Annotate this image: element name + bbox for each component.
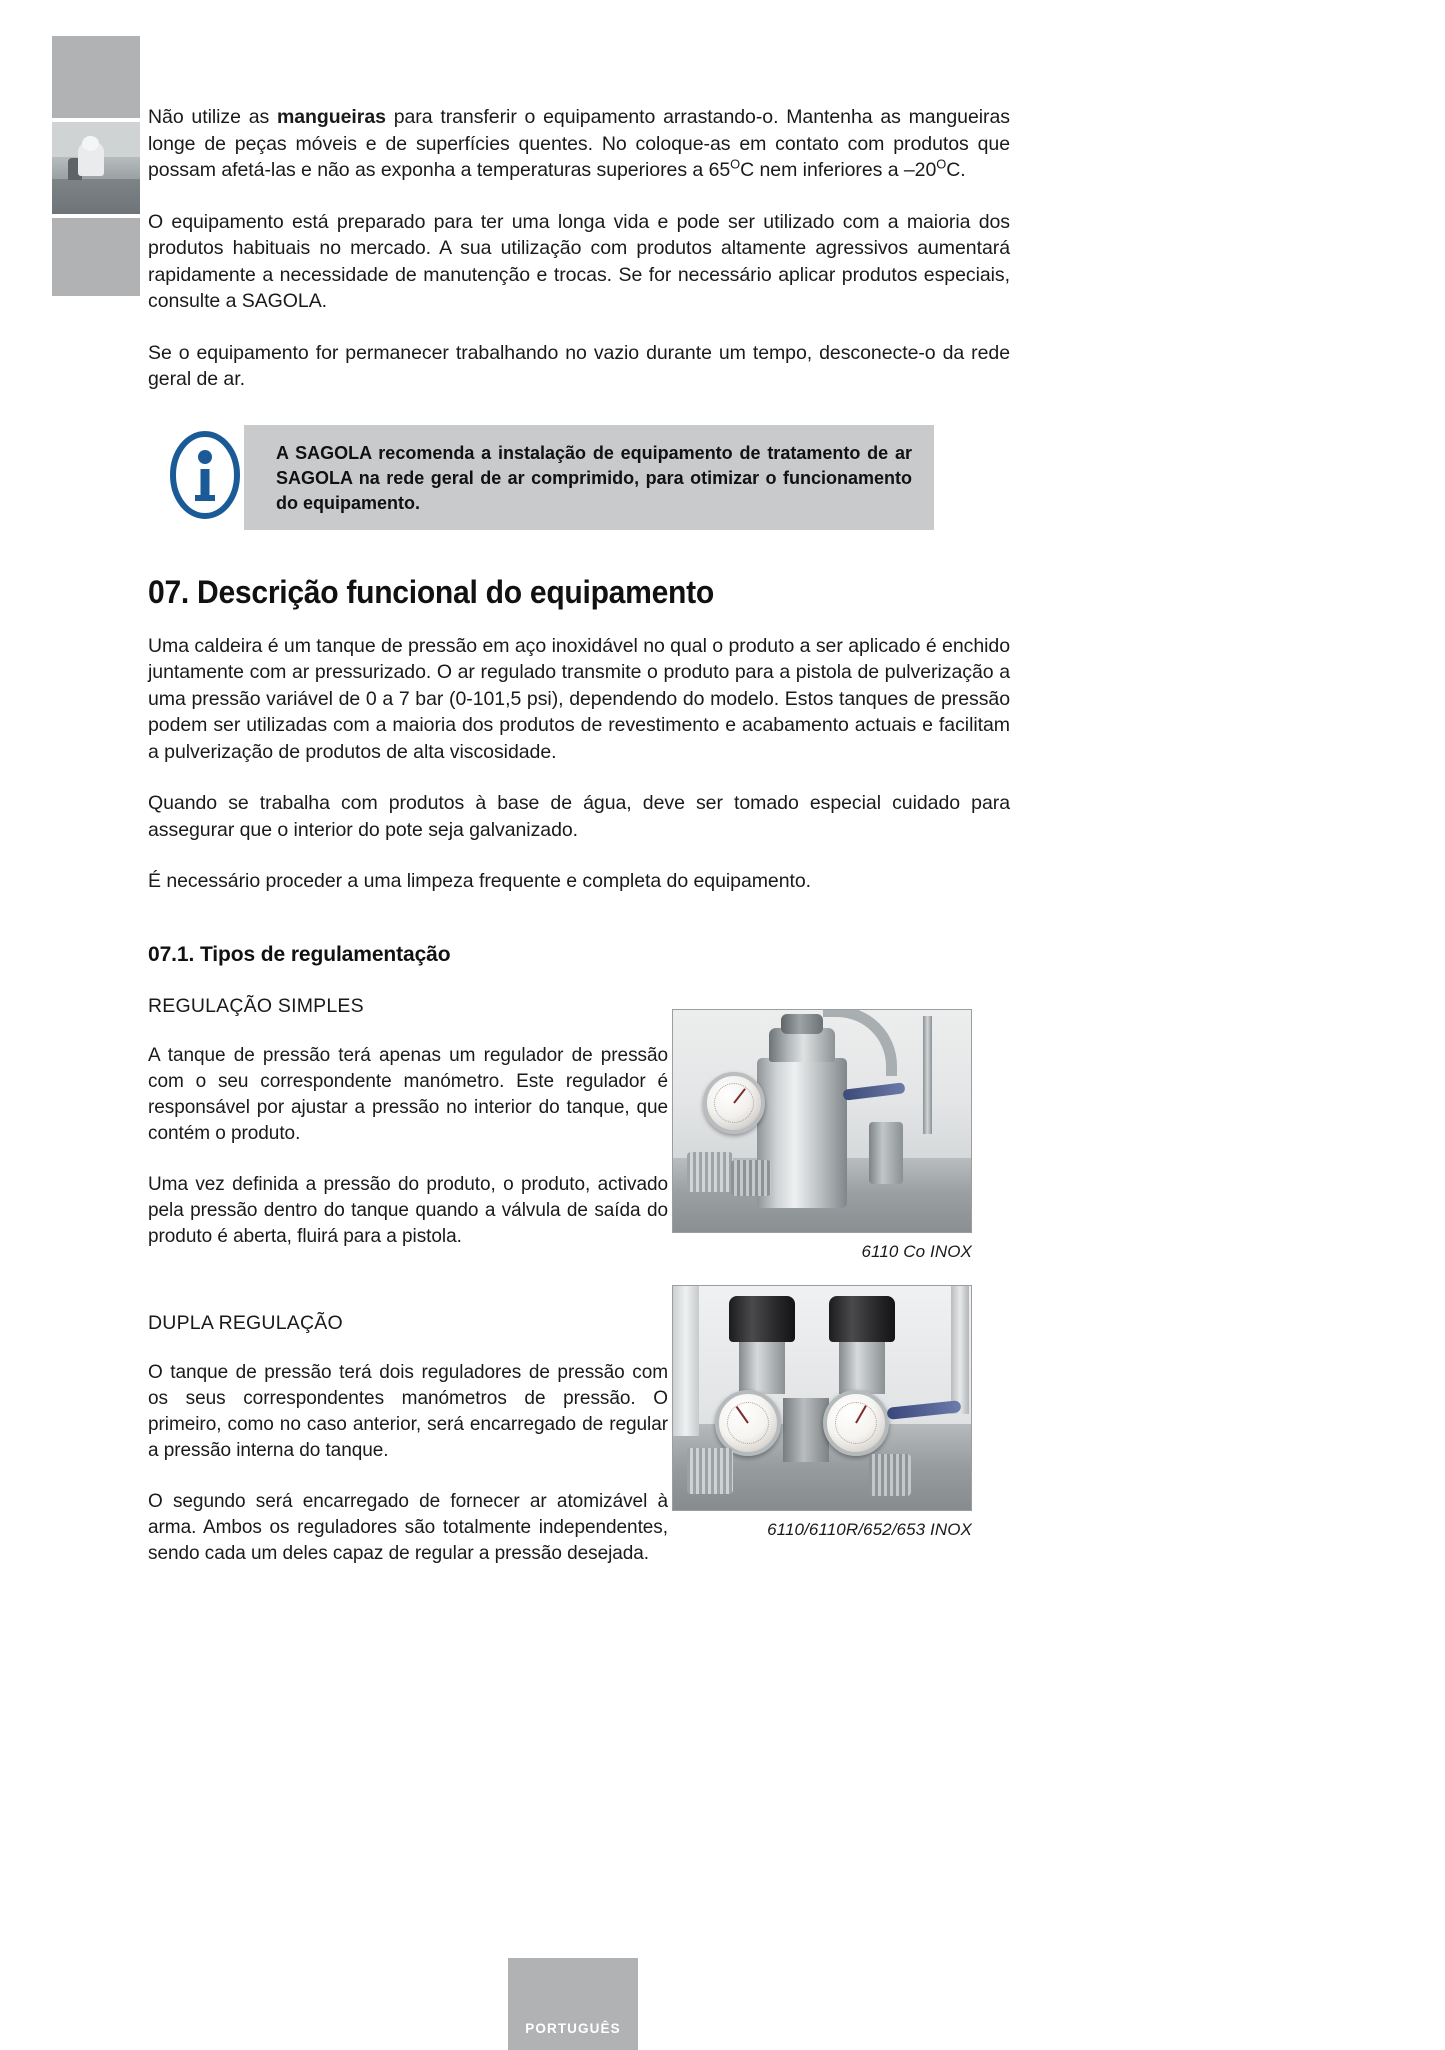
text-run: C nem inferiores a –20 bbox=[740, 159, 937, 181]
paragraph-water-based: Quando se trabalha com produtos à base de água, deve ser tomado especial cuidado para assegurar que o interior do pote seja galvanizado. bbox=[148, 792, 1010, 841]
rod-right bbox=[951, 1286, 969, 1414]
paragraph-dual-1: O tanque de pressão terá dois reguladores de pressão com os seus correspondentes manómetros de pressão. O primeiro, como no caso anterior, será encarregado de regular a pressão interna do tanque. bbox=[148, 1361, 668, 1461]
left-text-column bbox=[148, 993, 668, 1567]
pressure-gauge-2 bbox=[823, 1390, 889, 1456]
paragraph-simple-2: Uma vez definida a pressão do produto, o produto, activado pela pressão dentro do tanque quando a válvula de saída do produto é aberta, fluirá para a pistola. bbox=[148, 1173, 668, 1247]
degree-symbol: O bbox=[730, 156, 741, 172]
paragraph-boiler-description: Uma caldeira é um tanque de pressão em aço inoxidável no qual o produto a ser aplicado é enchido juntamente com ar pressurizado. O ar regulado transmite o produto para a pistola de pulverização a uma pressão variável de 0 a 7 bar (0-101,5 psi), dependendo do modelo. Estos tanques de pressão podem ser utilizadas com a maioria dos produtos de revestimento e acabamento actuais e facilitam a pulverização de produtos de alta viscosidade. bbox=[148, 634, 1010, 763]
footer-language-label: PORTUGUÊS bbox=[525, 2021, 621, 2036]
page-content bbox=[148, 104, 1010, 1567]
paragraph-dual-2: O segundo será encarregado de fornecer ar atomizável à arma. Ambos os reguladores são totalmente independentes, sendo cada um deles capaz de regular a pressão desejada. bbox=[148, 1490, 668, 1564]
figure-single-regulator bbox=[672, 1009, 972, 1262]
section-heading-07: 07. Descrição funcional do equipamento bbox=[148, 573, 714, 610]
two-column-region bbox=[148, 993, 1010, 1567]
rod-left bbox=[673, 1286, 699, 1436]
regulator-stem-1 bbox=[739, 1340, 785, 1394]
blue-lever bbox=[887, 1400, 962, 1420]
paragraph-disconnect: Se o equipamento for permanecer trabalhando no vazio durante um tempo, desconecte-o da rede geral de ar. bbox=[148, 341, 1010, 390]
figure-caption-1: 6110 Co INOX bbox=[861, 1241, 972, 1261]
subsection-heading-071: 07.1. Tipos de regulamentação bbox=[148, 942, 451, 966]
info-callout bbox=[148, 429, 1010, 521]
knurled-fitting-2 bbox=[731, 1160, 771, 1196]
figure-frame bbox=[672, 1285, 972, 1511]
black-knob-2 bbox=[829, 1296, 895, 1342]
text-run: Não utilize as bbox=[148, 106, 277, 128]
paragraph-cleaning: É necessário proceder a uma limpeza frequente e completa do equipamento. bbox=[148, 870, 812, 892]
paragraph-hoses bbox=[148, 104, 1010, 184]
left-margin-rail bbox=[52, 36, 140, 296]
paragraph-equipment-life: O equipamento está preparado para ter uma longa vida e pode ser utilizado com a maioria dos produtos habituais no mercado. A sua utilização com produtos altamente agressivos aumentará rapidamente a necessidade de manutenção e trocas. Se for necessário aplicar produtos especiais, consulte a SAGOLA. bbox=[148, 210, 1010, 312]
figure-caption-2: 6110/6110R/652/653 INOX bbox=[767, 1519, 972, 1539]
outlet-valve bbox=[869, 1122, 903, 1184]
rail-block-top bbox=[52, 36, 140, 118]
text-run: para transferir o equipamento arrastando-o. Mantenha as mangueiras longe de peças móveis e de superfícies quentes. No coloque-as em contato com produtos que possam afetá-las e não as exponha a temperaturas superiores a 65 bbox=[148, 106, 1010, 181]
callout-text: A SAGOLA recomenda a instalação de equipamento de tratamento de ar SAGOLA na rede geral de ar comprimido, para otimizar o funcionamento do equipamento. bbox=[276, 442, 912, 513]
adjust-knob bbox=[781, 1014, 823, 1034]
knurled-fitting-2 bbox=[869, 1454, 911, 1496]
degree-symbol: O bbox=[936, 156, 947, 172]
rail-block-bottom bbox=[52, 218, 140, 296]
figure-dual-regulator bbox=[672, 1285, 972, 1540]
pressure-gauge bbox=[703, 1072, 765, 1134]
footer-language-badge bbox=[508, 1958, 638, 2050]
photo-6110-6110r-652-653-inox bbox=[673, 1286, 971, 1510]
photo-6110-co-inox bbox=[673, 1010, 971, 1232]
knurled-fitting-1 bbox=[687, 1448, 733, 1494]
text-run: C. bbox=[946, 159, 966, 181]
black-knob-1 bbox=[729, 1296, 795, 1342]
knurled-fitting-1 bbox=[687, 1152, 733, 1192]
label-regulacao-simples: REGULAÇÃO SIMPLES bbox=[148, 994, 364, 1017]
callout-box bbox=[244, 425, 934, 530]
center-block bbox=[783, 1398, 829, 1462]
info-circle-icon bbox=[168, 429, 242, 521]
rail-photo-thumbnail bbox=[52, 122, 140, 214]
label-dupla-regulacao: DUPLA REGULAÇÃO bbox=[148, 1311, 343, 1334]
figure-frame bbox=[672, 1009, 972, 1233]
operator-photo bbox=[52, 122, 140, 214]
paragraph-simple-1: A tanque de pressão terá apenas um regulador de pressão com o seu correspondente manómetro. Este regulador é responsável por ajustar a pressão no interior do tanque, que contém o produto. bbox=[148, 1044, 668, 1144]
regulator-stem-2 bbox=[839, 1340, 885, 1394]
bold-term-mangueiras: mangueiras bbox=[276, 106, 386, 128]
pressure-gauge-1 bbox=[715, 1390, 781, 1456]
rod bbox=[923, 1016, 932, 1134]
